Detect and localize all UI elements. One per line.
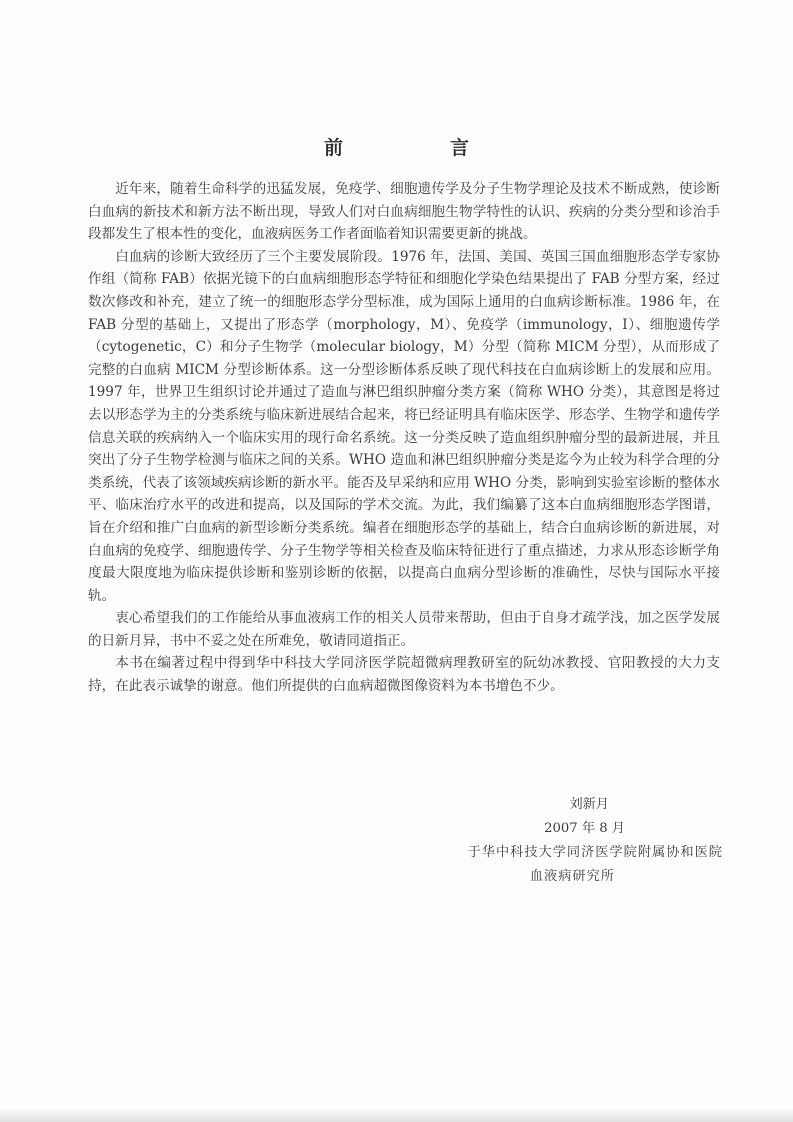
signature-block	[468, 793, 723, 889]
institution-line-2: 血液病研究所	[529, 869, 615, 884]
institution-line-1: 于华中科技大学同济医学院附属协和医院	[467, 845, 723, 860]
page-edge-shadow	[0, 1108, 793, 1122]
preface-body	[88, 178, 720, 698]
signature-date: 2007 年 8 月	[544, 821, 625, 836]
paragraph: 近年来，随着生命科学的迅猛发展，免疫学、细胞遗传学及分子生物学理论及技术不断成熟，使诊断白血病的新技术和新方法不断出现，导致人们对白血病细胞生物学特性的认识、疾病的分类分型和诊治手段都发生了根本性的变化，血液病医务工作者面临着知识需要更新的挑战。	[88, 181, 720, 243]
page-title: 前 言	[323, 137, 513, 159]
author-name: 刘新月	[569, 797, 609, 812]
paragraph: 白血病的诊断大致经历了三个主要发展阶段。1976 年，法国、美国、英国三国血细胞形态学专家协作组（简称 FAB）依据光镜下的白血病细胞形态学特征和细胞化学染色结果提出了 FAB 分型方案，经过数次修改和补充，建立了统一的细胞形态学分型标准，成为国际上通用的白血病诊断标准。1986 年，在 FAB 分型的基础上，又提出了形态学（morphology，M）、免疫学（immunology，I）、细胞遗传学（cytogenetic，C）和分子生物学（molecular biology，M）分型（简称 MICM 分型），从而形成了完整的白血病 MICM 分型诊断体系。这一分型诊断体系反映了现代科技在白血病诊断上的发展和应用。1997 年，世界卫生组织讨论并通过了造血与淋巴组织肿瘤分类方案（简称 WHO 分类），其意图是将过去以形态学为主的分类系统与临床新进展结合起来，将已经证明具有临床医学、形态学、生物学和遗传学信息关联的疾病纳入一个临床实用的现行命名系统。这一分类反映了造血组织肿瘤分型的最新进展，并且突出了分子生物学检测与临床之间的关系。WHO 造血和淋巴组织肿瘤分类是迄今为止较为科学合理的分类系统，代表了该领域疾病诊断的新水平。能否及早采纳和应用 WHO 分类，影响到实验室诊断的整体水平、临床治疗水平的改进和提高，以及国际的学术交流。为此，我们编纂了这本白血病细胞形态学图谱，旨在介绍和推广白血病的新型诊断分类系统。编者在细胞形态学的基础上，结合白血病诊断的新进展，对白血病的免疫学、细胞遗传学、分子生物学等相关检查及临床特征进行了重点描述，力求从形态诊断学角度最大限度地为临床提供诊断和鉴别诊断的依据，以提高白血病分型诊断的准确性，尽快与国际水平接轨。	[88, 248, 720, 604]
paragraph: 衷心希望我们的工作能给从事血液病工作的相关人员带来帮助，但由于自身才疏学浅，加之医学发展的日新月异，书中不妥之处在所难免，敬请同道指正。	[88, 610, 720, 649]
paragraph: 本书在编著过程中得到华中科技大学同济医学院超微病理教研室的阮幼冰教授、官阳教授的大力支持，在此表示诚挚的谢意。他们所提供的白血病超微图像资料为本书增色不少。	[88, 655, 720, 695]
